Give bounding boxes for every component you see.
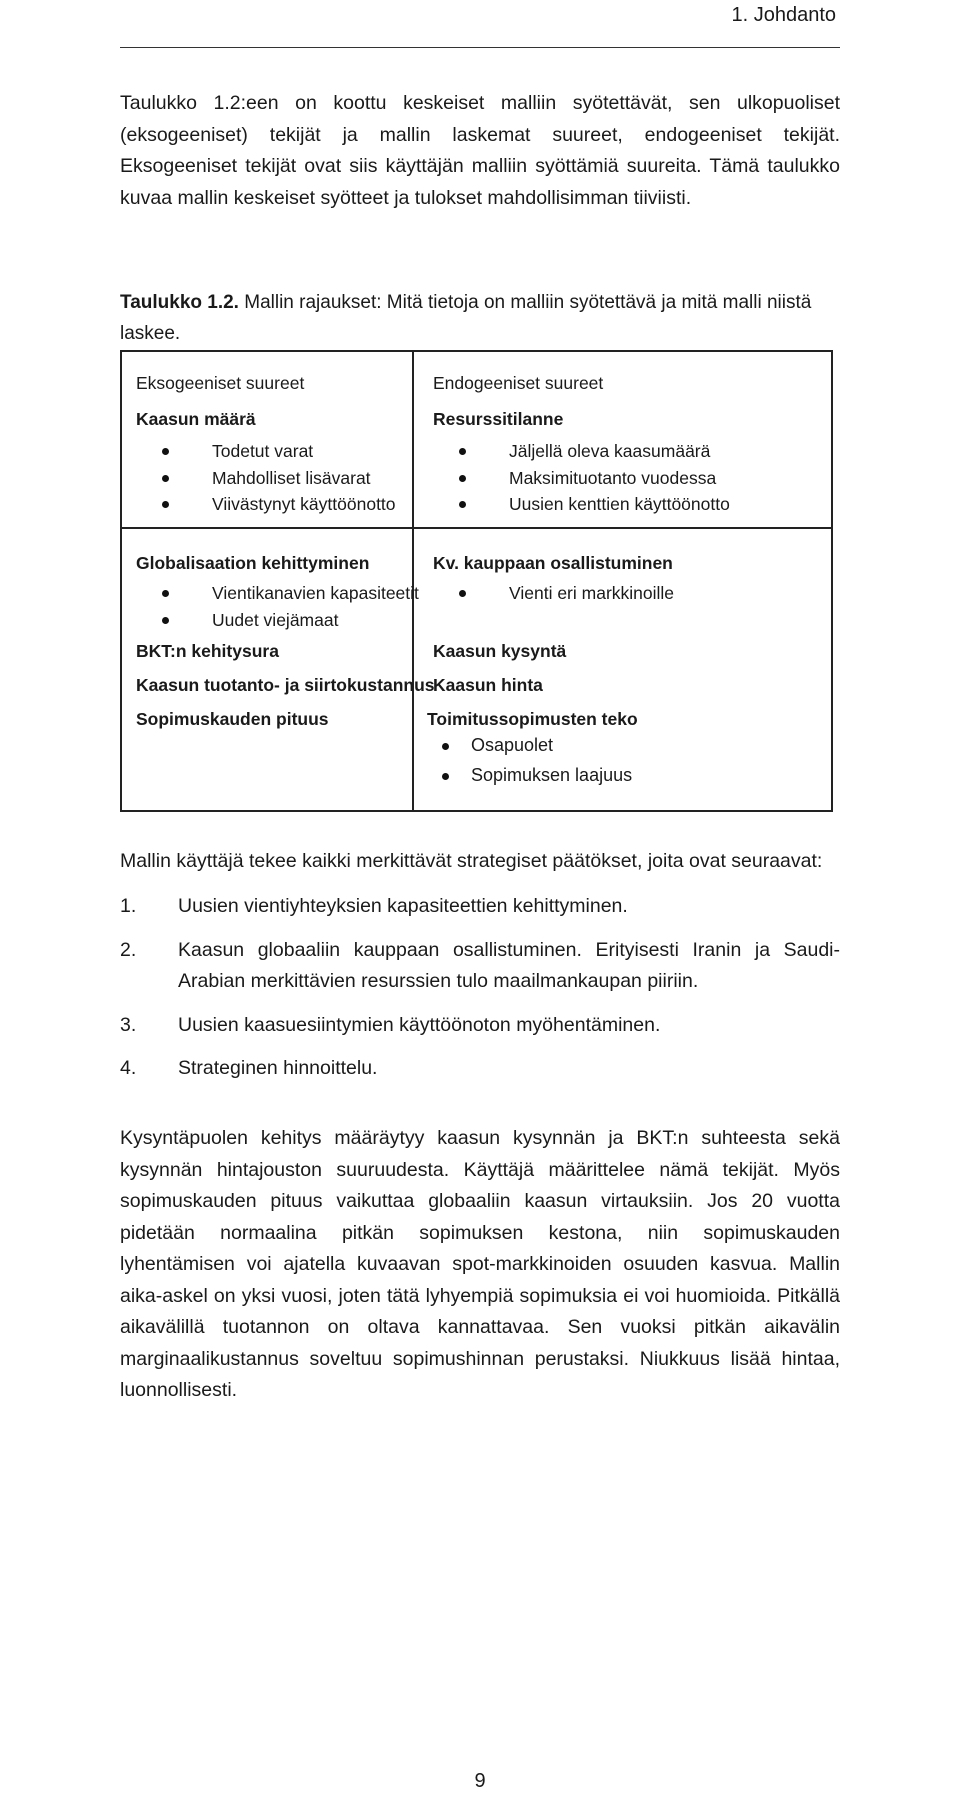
- closing-paragraph: Kysyntäpuolen kehitys määräytyy kaasun kysynnän ja BKT:n suhteesta sekä kysynnän hintajouston suuruudesta. Käyttäjä määrittelee nämä tekijät. Myös sopimuskauden pituus vaikuttaa globaaliin kaasun virtauksiin. Jos 20 vuotta pidetään normaalina pitkän sopimuksen kestona, niin sopimuskauden lyhentämisen voi ajatella kuvaavan spot-markkinoiden osuuden kasvua. Mallin aika-askel on yksi vuosi, joten tätä lyhyempiä sopimuksia ei voi huomioida. Pitkällä aikavälillä tuotannon on oltava kannattavaa. Sen vuoksi pitkän aikavälin marginaalikustannus soveltuu sopimushinnan perustaksi. Niukkuus lisää hintaa, luonnollisesti.: [120, 1127, 840, 1401]
- list-number: 1.: [120, 895, 137, 917]
- list-item: [120, 1053, 840, 1085]
- list-item: Uusien kenttien käyttöönotto: [423, 491, 730, 518]
- right-section1-title: Resurssitilanne: [433, 409, 564, 429]
- list-text: Kaasun globaaliin kauppaan osallistuminen. Erityisesti Iranin ja Saudi-Arabian merkittävien resurssien tulo maailmankaupan piiriin.: [178, 938, 840, 992]
- right-section1-list: [423, 438, 730, 518]
- list-item: Sopimuksen laajuus: [427, 761, 632, 791]
- table-caption: [120, 287, 840, 349]
- list-item: Maksimituotanto vuodessa: [423, 465, 730, 492]
- right-extra-title-price: Kaasun hinta: [433, 675, 543, 695]
- right-section2-list: [423, 580, 674, 607]
- list-text: Uusien vientiyhteyksien kapasiteettien kehittyminen.: [178, 895, 628, 917]
- left-extra-title-costs: Kaasun tuotanto- ja siirtokustannus: [136, 675, 435, 695]
- model-scope-table: [120, 350, 833, 812]
- table-row-divider: [122, 527, 831, 529]
- page-number: 9: [474, 1770, 486, 1792]
- left-extra-title-gdp: BKT:n kehitysura: [136, 641, 279, 661]
- left-section1-title: Kaasun määrä: [136, 409, 256, 429]
- list-item: [120, 935, 840, 998]
- list-number: 2.: [120, 938, 137, 961]
- decisions-intro: Mallin käyttäjä tekee kaikki merkittävät strategiset päätökset, joita ovat seuraavat:: [120, 850, 823, 872]
- running-header: 1. Johdanto: [731, 4, 836, 26]
- list-item: [120, 891, 840, 923]
- list-item: [120, 1010, 840, 1042]
- list-item: Vientikanavien kapasiteetit: [126, 580, 419, 607]
- list-item: Uudet viejämaat: [126, 607, 419, 634]
- left-section2-title: Globalisaation kehittyminen: [136, 553, 370, 573]
- right-contracts-list: [427, 731, 632, 790]
- list-number: 3.: [120, 1013, 137, 1036]
- list-item: Osapuolet: [427, 731, 632, 761]
- list-item: Viivästynyt käyttöönotto: [126, 491, 396, 518]
- list-item: Jäljellä oleva kaasumäärä: [423, 438, 730, 465]
- header-rule: [120, 47, 840, 48]
- left-column-header: Eksogeeniset suureet: [136, 373, 305, 393]
- list-item: Todetut varat: [126, 438, 396, 465]
- list-text: Strateginen hinnoittelu.: [178, 1057, 378, 1079]
- right-section2-title: Kv. kauppaan osallistuminen: [433, 553, 673, 573]
- decisions-list: [120, 891, 840, 1085]
- list-item: Vienti eri markkinoille: [423, 580, 674, 607]
- right-extra-title-demand: Kaasun kysyntä: [433, 641, 567, 661]
- right-extra-title-contracts: Toimitussopimusten teko: [427, 709, 638, 729]
- caption-label: Taulukko 1.2.: [120, 292, 239, 313]
- left-section2-list: [126, 580, 419, 633]
- left-section1-list: [126, 438, 396, 518]
- caption-text: Mallin rajaukset: Mitä tietoja on malliin syötettävä ja mitä malli niistä laskee.: [120, 292, 812, 344]
- list-text: Uusien kaasuesiintymien käyttöönoton myöhentäminen.: [178, 1013, 661, 1036]
- list-number: 4.: [120, 1057, 137, 1079]
- intro-paragraph: Taulukko 1.2:een on koottu keskeiset malliin syötettävät, sen ulkopuoliset (eksogeeniset) tekijät ja mallin laskemat suureet, endogeeniset tekijät. Eksogeeniset tekijät ovat siis käyttäjän malliin syöttämiä suureita. Tämä taulukko kuvaa mallin keskeiset syötteet ja tulokset mahdollisimman tiiviisti.: [120, 92, 840, 209]
- list-item: Mahdolliset lisävarat: [126, 465, 396, 492]
- right-column-header: Endogeeniset suureet: [433, 373, 604, 393]
- left-extra-title-contract-length: Sopimuskauden pituus: [136, 709, 329, 729]
